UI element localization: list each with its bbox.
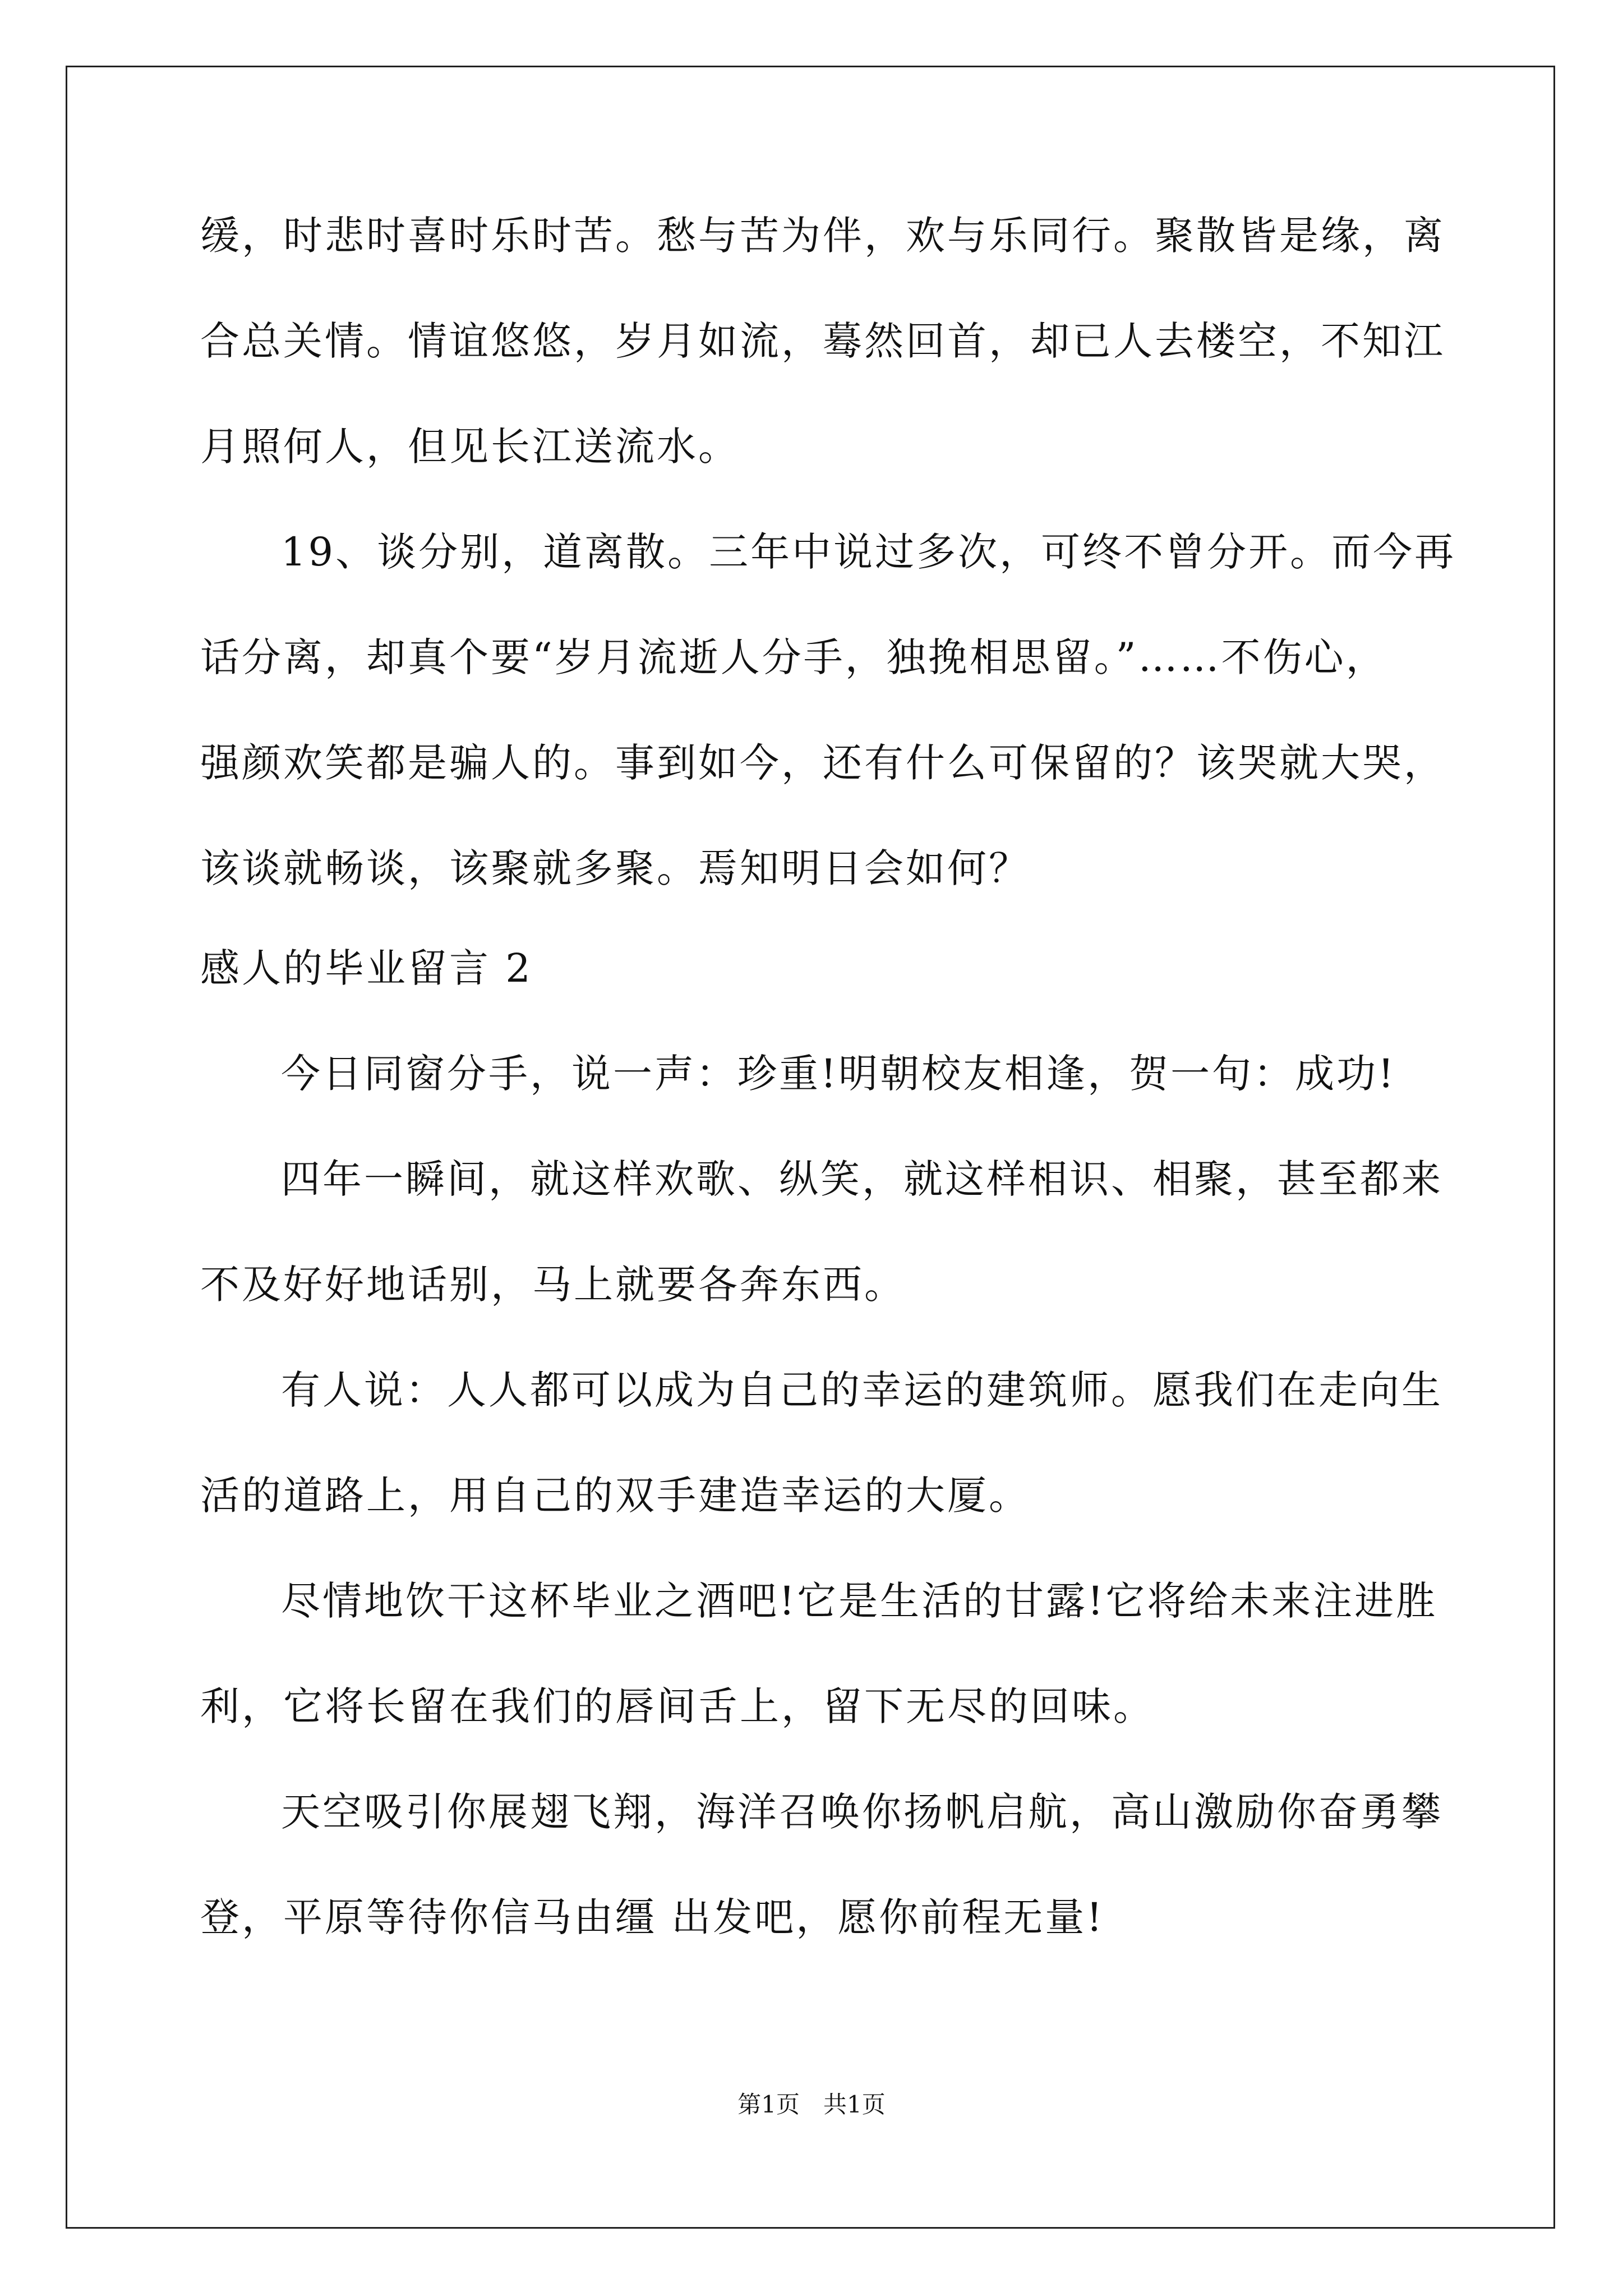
text-line: 该谈就畅谈，该聚就多聚。焉知明日会如何？ <box>200 845 1030 891</box>
paragraph-19: 19、谈分别，道离散。三年中说过多次，可终不曾分开。而今再 <box>281 529 1456 575</box>
page-footer: 第1页 共1页 <box>737 2091 886 2118</box>
text-line: 月照何人，但见长江送流水。 <box>200 424 740 470</box>
paragraph: 天空吸引你展翅飞翔，海洋召唤你扬帆启航，高山激励你奋勇攀 <box>281 1789 1443 1835</box>
paragraph: 有人说：人人都可以成为自己的幸运的建筑师。愿我们在走向生 <box>281 1367 1443 1413</box>
section-heading: 感人的毕业留言 2 <box>200 945 533 991</box>
paragraph: 四年一瞬间，就这样欢歌、纵笑，就这样相识、相聚，甚至都来 <box>281 1156 1443 1202</box>
text-line: 话分离，却真个要“岁月流逝人分手，独挽相思留。”……不伤心， <box>200 634 1387 680</box>
text-line: 缓，时悲时喜时乐时苦。愁与苦为伴，欢与乐同行。聚散皆是缘，离 <box>200 213 1445 259</box>
text-line: 活的道路上，用自己的双手建造幸运的大厦。 <box>200 1473 1030 1519</box>
text-line: 利，它将长留在我们的唇间舌上，留下无尽的回味。 <box>200 1683 1155 1729</box>
text-line: 强颜欢笑都是骗人的。事到如今，还有什么可保留的？该哭就大哭， <box>200 740 1445 786</box>
text-line: 合总关情。情谊悠悠，岁月如流，蓦然回首，却已人去楼空，不知江 <box>200 318 1445 364</box>
text-line: 不及好好地话别，马上就要各奔东西。 <box>200 1262 906 1308</box>
paragraph: 尽情地饮干这杯毕业之酒吧!它是生活的甘露!它将给未来注进胜 <box>281 1578 1438 1624</box>
paragraph: 今日同窗分手，说一声：珍重!明朝校友相逢，贺一句：成功! <box>281 1051 1396 1097</box>
text-line: 登，平原等待你信马由缰 出发吧，愿你前程无量! <box>200 1894 1105 1940</box>
